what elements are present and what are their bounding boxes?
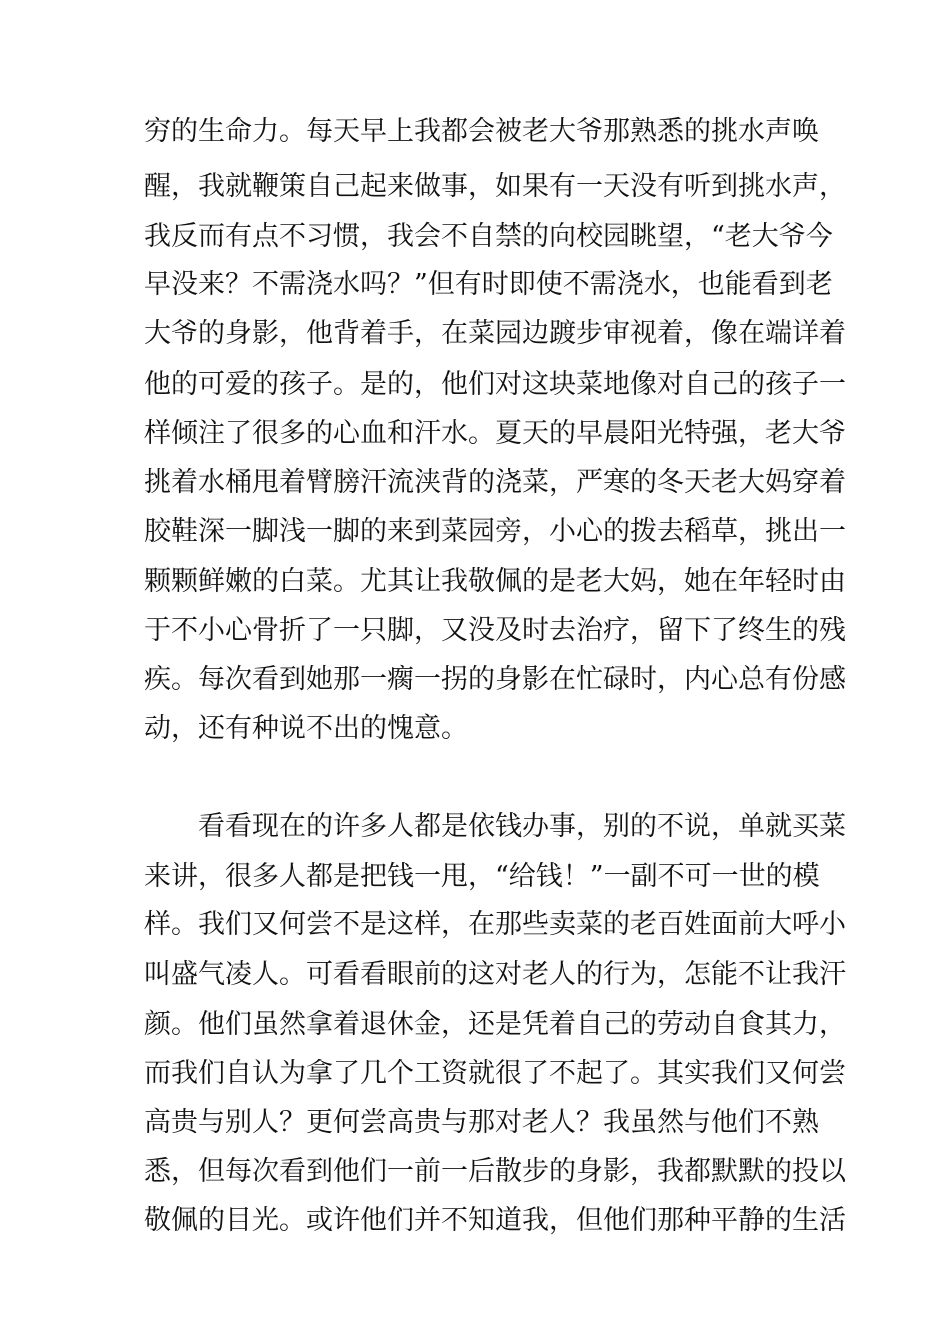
text-line: 而我们自认为拿了几个工资就很了不起了。其实我们又何尝 [144, 1058, 846, 1089]
text-line: 悉，但每次看到他们一前一后散步的身影，我都默默的投以 [144, 1156, 846, 1187]
text-line: 高贵与别人？更何尝高贵与那对老人？我虽然与他们不熟 [144, 1107, 819, 1138]
text-line: 他的可爱的孩子。是的，他们对这块菜地像对自己的孩子一 [144, 369, 846, 400]
text-line: 看看现在的许多人都是依钱办事，别的不说，单就买菜 [198, 811, 846, 842]
text-line: 我反而有点不习惯，我会不自禁的向校园眺望，“老大爷今 [144, 221, 833, 252]
text-line: 动，还有种说不出的愧意。 [144, 713, 468, 744]
text-line: 样倾注了很多的心血和汗水。夏天的早晨阳光特强，老大爷 [144, 418, 846, 449]
text-line: 醒，我就鞭策自己起来做事，如果有一天没有听到挑水声， [144, 171, 846, 202]
text-line: 敬佩的目光。或许他们并不知道我，但他们那种平静的生活 [144, 1205, 846, 1236]
text-line: 来讲，很多人都是把钱一甩，“给钱！”一副不可一世的模 [144, 861, 820, 892]
text-line: 大爷的身影，他背着手，在菜园边踱步审视着，像在端详着 [144, 318, 846, 349]
text-line: 颜。他们虽然拿着退休金，还是凭着自己的劳动自食其力， [144, 1009, 846, 1040]
text-line: 叫盛气凌人。可看看眼前的这对老人的行为，怎能不让我汗 [144, 959, 846, 990]
text-line: 于不小心骨折了一只脚，又没及时去治疗，留下了终生的残 [144, 615, 846, 646]
text-line: 穷的生命力。每天早上我都会被老大爷那熟悉的挑水声唤 [144, 116, 819, 147]
text-line: 挑着水桶甩着臂膀汗流浃背的浇菜，严寒的冬天老大妈穿着 [144, 467, 846, 498]
text-line: 颗颗鲜嫩的白菜。尤其让我敬佩的是老大妈，她在年轻时由 [144, 566, 846, 597]
text-line: 早没来？不需浇水吗？”但有时即使不需浇水，也能看到老 [144, 269, 833, 300]
text-line: 疾。每次看到她那一瘸一拐的身影在忙碌时，内心总有份感 [144, 664, 846, 695]
text-line: 胶鞋深一脚浅一脚的来到菜园旁，小心的拨去稻草，挑出一 [144, 516, 846, 547]
text-line: 样。我们又何尝不是这样，在那些卖菜的老百姓面前大呼小 [144, 909, 846, 940]
